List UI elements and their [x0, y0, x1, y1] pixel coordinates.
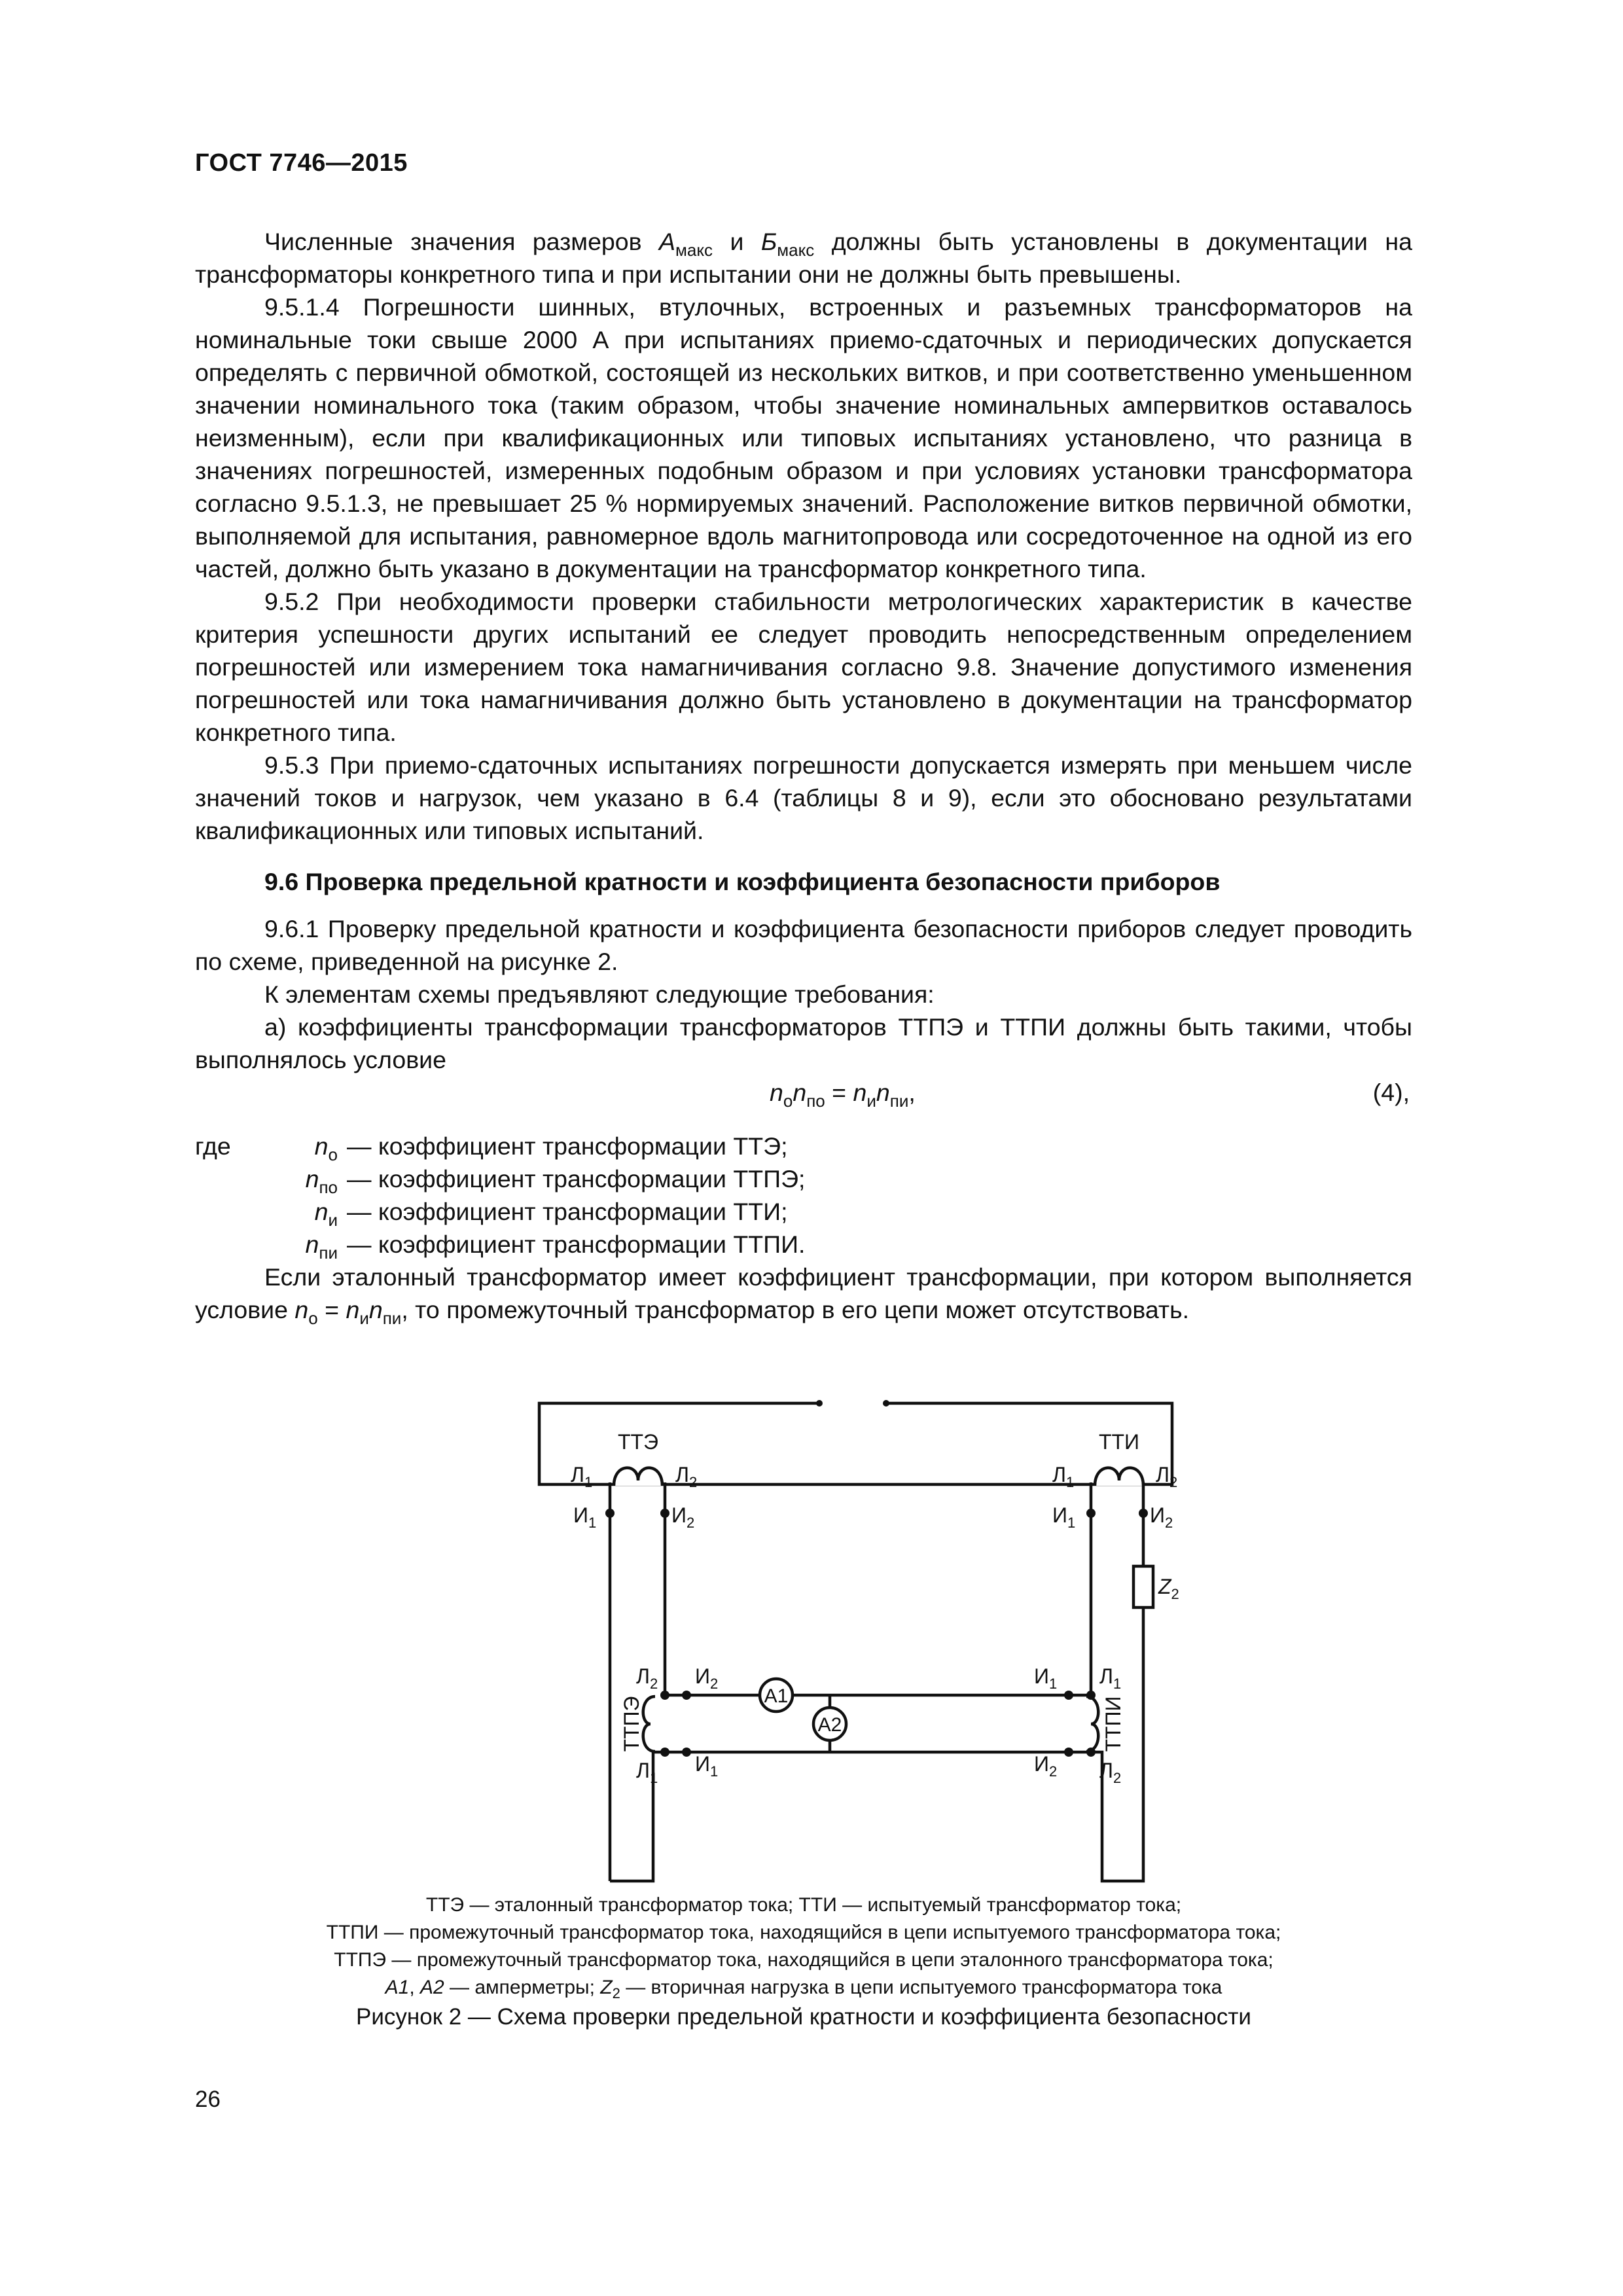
- switch-contact-left: [816, 1400, 823, 1407]
- where-row: [195, 1162, 1412, 1195]
- where-symbol: $n_и$: [314, 1198, 338, 1230]
- legend-line: ТТЭ — эталонный трансформатор тока; ТТИ — испытуемый трансформатор тока;: [425, 1894, 1182, 1916]
- ttpi-coil: [1086, 1696, 1098, 1751]
- load-resistor-z2: [1133, 1566, 1153, 1607]
- legend-line: ТТПЭ — промежуточный трансформатор тока, находящийся в цепи эталонного трансформатора тока;: [334, 1949, 1274, 1971]
- ttpe-coil: [643, 1696, 655, 1751]
- legend-line: А1, А2 — амперметры; $Z_2$ — вторичная нагрузка в цепи испытуемого трансформатора тока: [385, 1977, 1222, 2001]
- svg-text:И1: $И_1$: [695, 1752, 719, 1780]
- paragraph-9-6-1: 9.6.1 Проверку предельной кратности и коэффициента безопасности приборов следует проводить по схеме, приведенной на рисунке 2.: [195, 915, 1412, 975]
- label-tte: ТТЭ: [617, 1430, 659, 1454]
- paragraph-a: а) коэффициенты трансформации трансформаторов ТТПЭ и ТТПИ должны быть такими, чтобы выполнялось условие: [195, 1013, 1412, 1073]
- paragraph-9-5-3: 9.5.3 При приемо-сдаточных испытаниях погрешности допускается измерять при меньшем числе значений токов и нагрузок, чем указано в 6.4 (таблицы 8 и 9), если это обосновано результатами квалификационных или типовых испытаний.: [195, 751, 1412, 844]
- where-lead: где: [195, 1132, 231, 1160]
- where-definition: — коэффициент трансформации ТТЭ;: [347, 1132, 788, 1160]
- svg-text:Л2: $Л_2$: [675, 1463, 698, 1490]
- section-heading-9-6: 9.6 Проверка предельной кратности и коэффициента безопасности приборов: [264, 868, 1221, 895]
- tti-coil: [1095, 1468, 1143, 1486]
- paragraph-etalon: Если эталонный трансформатор имеет коэффициент трансформации, при котором выполняется условие $n_о = n_иn_{пи}$, то промежуточный трансформатор в его цепи может отсутствовать.: [195, 1263, 1412, 1328]
- svg-text:И1: $И_1$: [1052, 1503, 1076, 1531]
- svg-text:Л2: $Л_2$: [1156, 1463, 1178, 1490]
- document-header: ГОСТ 7746—2015: [195, 149, 408, 177]
- svg-text:Л1: $Л_1$: [1052, 1463, 1075, 1490]
- svg-text:И2: $И_2$: [1034, 1752, 1058, 1780]
- formula-expression: $n_оn_{по} = n_иn_{пи}$,: [770, 1079, 916, 1111]
- paragraph-9-5-1-4: 9.5.1.4 Погрешности шинных, втулочных, встроенных и разъемных трансформаторов на номинальные токи свыше 2000 А при испытаниях приемо-сдаточных и периодических допускается определять с первичной обмоткой, состоящей из нескольких витков, и при соответственно уменьшенном значении номинального тока (таким образом, чтобы значение номинальных ампервитков оставалось неизменным), если при квалификационных или типовых испытаниях установлено, что разница в значениях погрешностей, измеренных подобным образом и при условиях установки трансформатора согласно 9.5.1.3, не превышает 25 % нормируемых значений. Расположение витков первичной обмотки, выполняемой для испытания, равномерное вдоль магнитопровода или сосредоточенное на одной из его частей, должно быть указано в документации на трансформатор конкретного типа.: [195, 293, 1412, 583]
- svg-text:И2: $И_2$: [1150, 1503, 1173, 1531]
- junction-dots: [605, 1509, 1148, 1757]
- where-definition: — коэффициент трансформации ТТПЭ;: [347, 1165, 806, 1193]
- svg-text:Л1: $Л_1$: [1099, 1664, 1122, 1692]
- label-ttpe: ТТПЭ: [620, 1696, 643, 1752]
- ammeter-a1-label: А1: [764, 1685, 789, 1707]
- where-row: [195, 1130, 1412, 1162]
- circuit-diagram: [510, 1368, 1191, 1892]
- label-tti: ТТИ: [1098, 1430, 1140, 1454]
- where-symbol: $n_{пи}$: [305, 1230, 338, 1263]
- page-number: 26: [195, 2087, 221, 2112]
- where-row: [195, 1195, 1412, 1228]
- label-ttpi: ТТПИ: [1101, 1696, 1125, 1752]
- ammeter-a2-label: А2: [817, 1714, 842, 1736]
- svg-text:И1: $И_1$: [573, 1503, 597, 1531]
- where-definition: — коэффициент трансформации ТТПИ.: [347, 1230, 806, 1258]
- svg-text:И1: $И_1$: [1034, 1664, 1058, 1692]
- figure-caption: Рисунок 2 — Схема проверки предельной кратности и коэффициента безопасности: [356, 2004, 1251, 2030]
- svg-text:Л1: $Л_1$: [571, 1463, 593, 1490]
- body-text: [195, 225, 1412, 1326]
- where-row: [195, 1228, 1412, 1261]
- svg-text:И2: $И_2$: [695, 1664, 719, 1692]
- where-definition: — коэффициент трансформации ТТИ;: [347, 1198, 788, 1225]
- tte-coil: [614, 1468, 662, 1486]
- svg-text:Z2: $Z_2$: [1158, 1575, 1179, 1602]
- legend-line: ТТПИ — промежуточный трансформатор тока, находящийся в цепи испытуемого трансформатора тока;: [326, 1922, 1281, 1943]
- where-symbol: $n_о$: [314, 1132, 338, 1164]
- where-list: [195, 1130, 1412, 1261]
- svg-text:И2: $И_2$: [671, 1503, 695, 1531]
- paragraph-9-5-2: 9.5.2 При необходимости проверки стабильности метрологических характеристик в качестве критерия успешности других испытаний ее следует проводить непосредственным определением погрешностей или измерением тока намагничивания согласно 9.8. Значение допустимого изменения погрешностей или тока намагничивания должно быть установлено в документации на трансформатор конкретного типа.: [195, 588, 1412, 746]
- svg-text:Л1: $Л_1$: [636, 1759, 658, 1786]
- switch-contact-right: [883, 1400, 889, 1407]
- formula-number: (4),: [1372, 1079, 1410, 1106]
- figure-legend: [195, 1892, 1412, 2001]
- svg-text:Л2: $Л_2$: [1099, 1759, 1122, 1786]
- paragraph-intro: Численные значения размеров $А_{макс}$ и $Б_{макс}$ должны быть установлены в документации на трансформаторы конкретного типа и при испытании они не должны быть превышены.: [195, 228, 1412, 288]
- paragraph-requirements: К элементам схемы предъявляют следующие требования:: [264, 980, 935, 1008]
- svg-text:Л2: $Л_2$: [636, 1664, 658, 1692]
- where-symbol: $n_{по}$: [305, 1165, 338, 1197]
- formula-4: [195, 1076, 1412, 1113]
